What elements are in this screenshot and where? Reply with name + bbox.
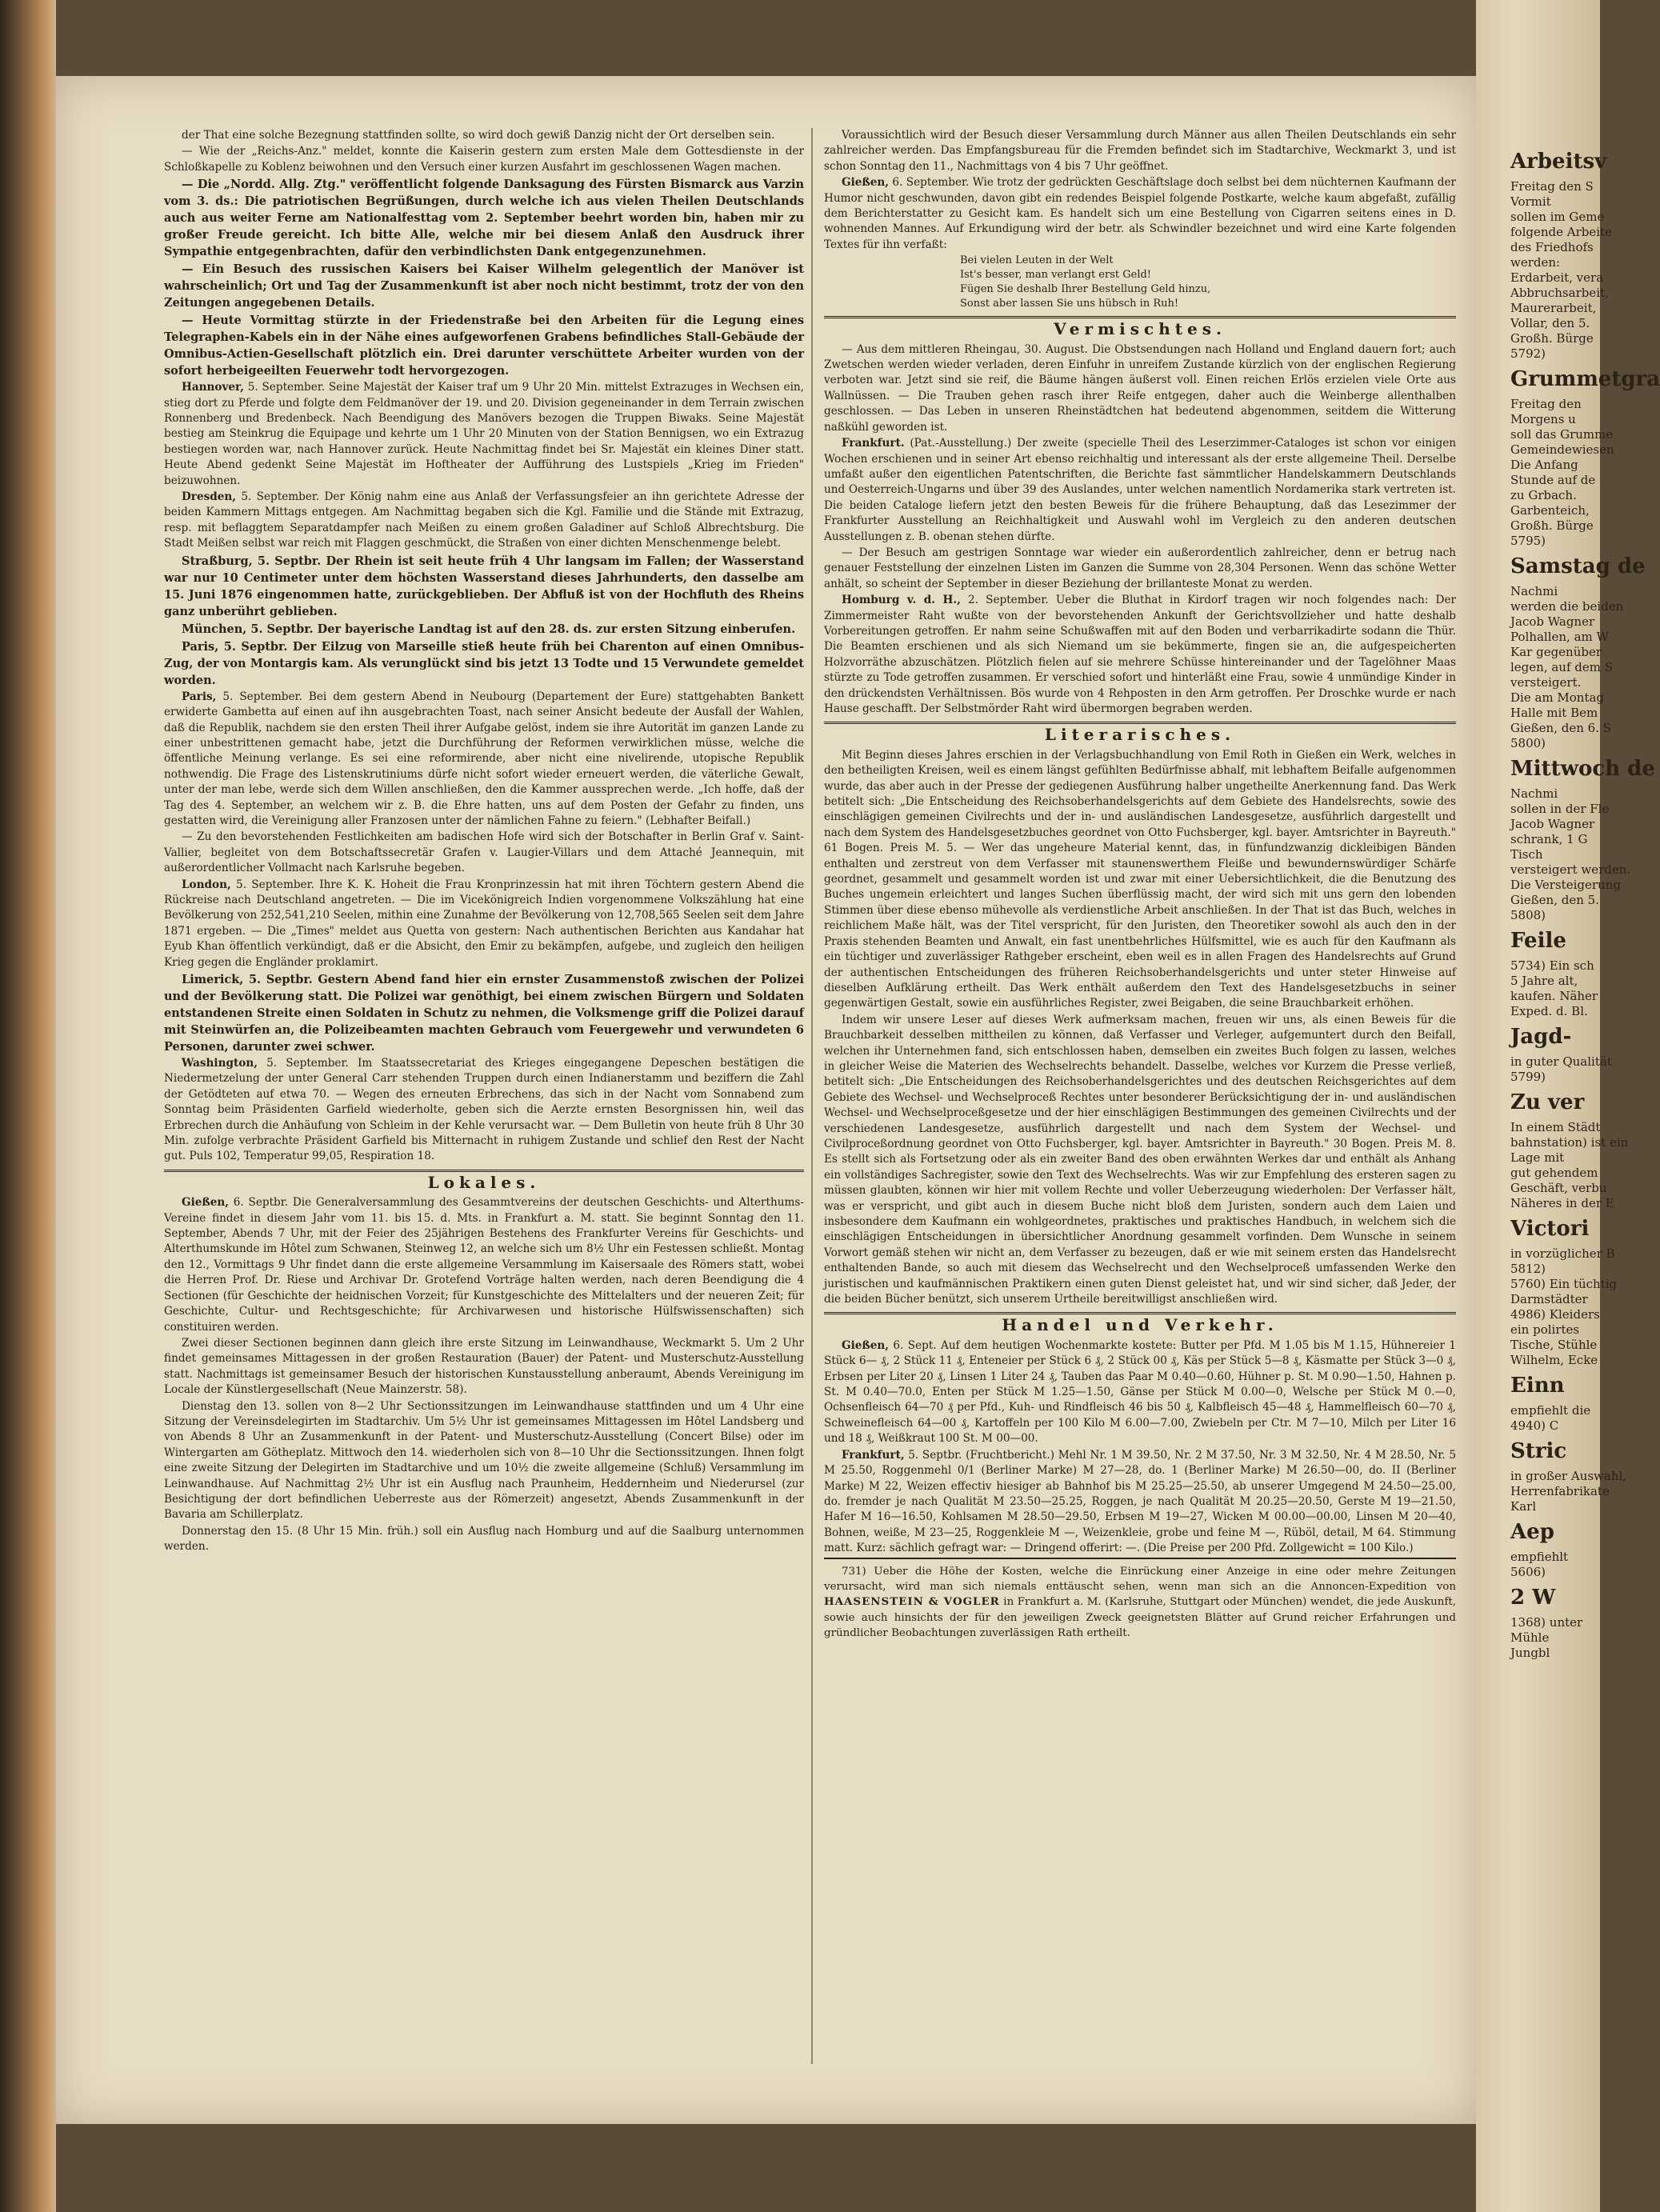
news-paragraph: Voraussichtlich wird der Besuch dieser Versammlung durch Männer aus allen Theilen Deutschlands ein sehr zahlreicher werden. Das Empfangsbureau für die Fremden befindet sich im Stadtarchive, Weckmarkt 3, und ist schon Sonntag den 11., Nachmittags von 4 bis 7 Uhr geöffnet. <box>824 129 1456 173</box>
poem-line: Fügen Sie deshalb Ihrer Bestellung Geld hinzu, <box>960 283 1211 296</box>
dateline: London, <box>182 878 231 891</box>
advertisement <box>824 1558 1456 1642</box>
dateline: Limerick, <box>182 973 244 986</box>
adjacent-ad-line: Arbeitsv <box>1510 150 1607 174</box>
adjacent-ad-line: Gemeindewiesen <box>1510 442 1614 457</box>
adjacent-ad-line: Samstag de <box>1510 554 1646 578</box>
news-paragraph: Straßburg, 5. Septbr. Der Rhein ist seit heute früh 4 Uhr langsam im Fallen; der Wasserstand war nur 10 Centimeter unter dem höchsten Wasserstand dieses Jahrhunderts, den dasselbe am 15. Juni 1876 eingenommen hatte, zurückgeblieben. Der Abfluß ist von der Hochfluth des Rheins ganz unberührt geblieben. <box>164 554 804 618</box>
adjacent-ad-line: in guter Qualität <box>1510 1054 1612 1069</box>
news-paragraph: München, 5. Septbr. Der bayerische Landtag ist auf den 28. ds. zur ersten Sitzung einberufen. <box>182 622 796 636</box>
adjacent-ad-line: Stunde auf de <box>1510 473 1596 487</box>
news-paragraph: Zwei dieser Sectionen beginnen dann gleich ihre erste Sitzung im Leinwandhause, Weckmarkt 5. Um 2 Uhr findet gemeinsames Mittagessen in der großen Restauration (Bauer) der Patent- und Musterschutz-Ausstellung statt. Nachmittags ist gemeinsamer Besuch der historischen Kunstausstellung anberaumt, Abends Vereinigung im Locale der Künstlergesellschaft (Neue Mainzerstr. 58). <box>164 1336 804 1397</box>
section-heading-literarisches: Literarisches. <box>1044 725 1236 745</box>
adjacent-ad-line: sollen in der Fle <box>1510 802 1610 816</box>
adjacent-ad-line: Exped. d. Bl. <box>1510 1004 1588 1018</box>
adjacent-ad-line: 1368) unter <box>1510 1615 1583 1630</box>
adjacent-ad-line: Freitag den <box>1510 397 1582 411</box>
news-paragraph: der That eine solche Bezegnung stattfinden sollte, so wird doch gewiß Danzig nicht der Ort derselben sein. <box>182 129 775 142</box>
adjacent-ad-line: Aep <box>1510 1520 1554 1544</box>
news-paragraph: — Zu den bevorstehenden Festlichkeiten am badischen Hofe wird sich der Botschafter in Berlin Graf v. Saint-Vallier, begleitet von dem Botschaftssecretär Grafen v. Laugier-Villars und dem Attaché Jeannequin, mit außerordentlicher Vollmacht nach Karlsruhe begeben. <box>164 830 804 875</box>
adjacent-ad-line: Einn <box>1510 1374 1565 1398</box>
news-paragraph: Homburg v. d. H., 2. September. Ueber die Bluthat in Kirdorf tragen wir noch folgendes nach: Der Zimmermeister Raht wußte von der bevorstehenden Ankunft der Gerichtsvollzieher und hatte deshalb Vorbereitungen getroffen. Er nahm seine Schußwaffen mit auf den Boden und verbarrikadirte sodann die Thür. Die Beamten erschienen und als sich Niemand um sie bekümmerte, fingen sie an, die aufgespeicherten Holzvorräthe abzuschätzen. Plötzlich fielen auf sie mehrere Schüsse hintereinander und der Tagelöhner Maas stürzte zu Tode getroffen zusammen. Er verschied sofort und hinterläßt eine Frau, sowie 4 unmündige Kinder in den drückendsten Verhältnissen. Bös wurde von 4 Rehposten in den Arm getroffen. Per Droschke wurde er nach Hause geschafft. Der Selbstmörder Raht wird übermorgen begraben werden. <box>824 594 1456 715</box>
adjacent-ad-line: versteigert werden. <box>1510 862 1631 877</box>
dateline: Hannover, <box>182 381 244 394</box>
adjacent-ad-line: Gießen, den 6. S <box>1510 721 1612 735</box>
right-column <box>824 128 1456 2064</box>
adjacent-ad-line: Die am Montag <box>1510 690 1605 705</box>
news-paragraph: — Der Besuch am gestrigen Sonntage war wieder ein außerordentlich zahlreicher, denn er betrug nach genauer Feststellung der einzelnen Listen im Ganzen die Summe von 28,304 Personen. Wenn das schöne Wetter anhält, so scheint der September in dieser Beziehung der brillanteste Monat zu werden. <box>824 546 1456 590</box>
news-paragraph: Dresden, 5. September. Der König nahm eine aus Anlaß der Verfassungsfeier an ihn gerichtete Adresse der beiden Kammern Mittags entgegen. Am Nachmittag begaben sich die Kgl. Familie und die Stände mit Extrazug, resp. mit beflaggtem Separatdampfer nach Meißen zu einem großen Galadiner auf Schloß Albrechtsburg. Die Stadt Meißen selbst war reich mit Flaggen geschmückt, die Straßen von einer dichten Menschenmenge belebt. <box>164 490 804 550</box>
news-paragraph: Limerick, 5. Septbr. Gestern Abend fand hier ein ernster Zusammenstoß zwischen der Polizei und der Bevölkerung statt. Die Polizei war genöthigt, bei einem zwischen Bürgern und Soldaten entstandenen Streite einen Soldaten in Schutz zu nehmen, die Volksmenge griff die Polizei darauf mit Steinwürfen an, die Polizeibeamten machten Gebrauch vom Feuergewehr und verwundeten 6 Personen, darunter zwei schwer. <box>164 973 804 1054</box>
section-rule <box>164 1170 804 1172</box>
poem-line: Bei vielen Leuten in der Welt <box>960 254 1114 267</box>
market-report: Gießen, 6. Sept. Auf dem heutigen Wochenmarkte kostete: Butter per Pfd. M 1.05 bis M 1.15, Hühnereier 1 Stück 6— ₰, 2 Stück 11 ₰, Enteneier per Stück 6 ₰, 2 Stück 00 ₰, Käs per Stück 5—8 ₰, Käsmatte per Stück 3—0 ₰, Erbsen per Liter 20 ₰, Linsen 1 Liter 24 ₰, Tauben das Paar M 0.40—0.60, Hühner p. St. M 0.90—1.50, Hahnen p. St. M 0.40—70.0, Enten per Stück M 1.25—1.50, Gänse per Stück M 0.00—0, Welsche per Stück M 0.—0, Ochsenfleisch 64—70 ₰ per Pfd., Kuh- und Rindfleisch 46 bis 50 ₰, Kalbfleisch 45—48 ₰, Hammelfleisch 60—70 ₰, Schweinefleisch 64—00 ₰, Kartoffeln per 100 Kilo M 6.00—7.00, Zwiebeln per Ctr. M 7—10, Milch per Liter 16 und 18 ₰, Weißkraut 100 St. M 00—00. <box>824 1338 1456 1446</box>
adjacent-ad-line: Polhallen, am W <box>1510 630 1609 644</box>
adjacent-ad-line: des Friedhofs <box>1510 240 1594 254</box>
adjacent-ad-line: Halle mit Bem <box>1510 706 1598 720</box>
poem-line: Sonst aber lassen Sie uns hübsch in Ruh! <box>960 298 1179 310</box>
adjacent-ad-line: 5 Jahre alt, <box>1510 974 1578 988</box>
section-rule <box>824 1312 1456 1314</box>
news-paragraph: Gießen, 6. Septbr. Die Generalversammlung des Gesammtvereins der deutschen Geschichts- und Alterthums-Vereine findet in diesem Jahr vom 11. bis 15. d. Mts. in Frankfurt a. M. statt. Sie beginnt Sonntag den 11. September, Abends 7 Uhr, mit der Feier des 25jährigen Bestehens des Frankfurter Vereins für Geschichts- und Alterthumskunde im Hôtel zum Schwanen, Steinweg 12, an welche sich um 8½ Uhr ein Festessen schließt. Montag den 12., Vormittags 9 Uhr findet dann die erste allgemeine Versammlung im Kaisersaale des Römers statt, wobei die Herren Prof. Dr. Riese und Archivar Dr. Grotefend Vorträge halten werden, nach deren Beendigung die 4 Sectionen (für Geschichte der heidnischen Vorzeit; für Kunstgeschichte des Mittelalters und der neueren Zeit; für Geschichte, Cultur- und Rechtsgeschichte; für Archivarwesen und historische Hülfswissenschaften) sich constituiren werden. <box>164 1196 804 1334</box>
adjacent-ad-line: 5760) Ein tüchtig <box>1510 1277 1618 1291</box>
section-heading-lokales: Lokales. <box>427 1172 541 1192</box>
adjacent-ad-line: Jacob Wagner <box>1510 614 1595 629</box>
adjacent-ad-line: empfiehlt <box>1510 1550 1569 1564</box>
adjacent-ad-line: Freitag den S <box>1510 179 1594 194</box>
adjacent-ad-line: Geschäft, verbu <box>1510 1181 1607 1195</box>
news-paragraph: London, 5. September. Ihre K. K. Hoheit die Frau Kronprinzessin hat mit ihren Töchtern gestern Abend die Rückreise nach Deutschland angetreten. — Die im Vicekönigreich Indien vorgenommene Volkszählung hat eine Bevölkerung von 252,541,210 Seelen, mithin eine Zunahme der Bevölkerung von 12,708,565 Seelen seit dem Jahre 1871 ergeben. — Die „Times" meldet aus Quetta von gestern: Nach authentischen Berichten aus Kandahar hat Eyub Khan öffentlich verkündigt, daß er die Absicht, den Emir zu bekämpfen, aufgebe, und zugleich den heiligen Krieg gegen die Engländer proklamirt. <box>164 878 804 969</box>
dateline: Straßburg, <box>182 554 253 568</box>
poem <box>824 254 1456 311</box>
market-report: Frankfurt, 5. Septbr. (Fruchtbericht.) Mehl Nr. 1 M 39.50, Nr. 2 M 37.50, Nr. 3 M 32.50, Nr. 4 M 28.50, Nr. 5 M 25.50, Roggenmehl 0/1 (Berliner Marke) M 27—28, do. 1 (Berliner Marke) M 26.50—00, do. II (Berliner Marke) M 22, Weizen effectiv hiesiger ab Bahnhof bis M 25.25—25.50, ab unserer Umgegend M 24.50—25.00, do. fremder je nach Qualität M 23.50—25.25, Roggen, je nach Qualität M 20.25—20.50, Gerste M 19—21.50, Hafer M 16—16.50, Kohlsamen M 28.50—29.50, Erbsen M 19—27, Wicken M 00.00—00.00, Linsen M 20—40, Bohnen, weiße, M 23—25, Roggenkleie M —, Weizenkleie, grobe und feine M —, Rüböl, detail, M 64. Stimmung matt. Kurz: sächlich gefragt war: — Dringend offerirt: —. (Die Preise per 200 Pfd. Zollgewicht = 100 Kilo.) <box>824 1448 1456 1555</box>
adjacent-ad-line: Großh. Bürge <box>1510 331 1594 346</box>
adjacent-ad-line: Vollar, den 5. <box>1510 316 1590 330</box>
adjacent-ad-line: sollen im Geme <box>1510 210 1605 224</box>
column-separator <box>811 128 813 2064</box>
adjacent-ad-line: Jungbl <box>1510 1646 1550 1660</box>
adjacent-ad-line: Morgens u <box>1510 412 1576 426</box>
adjacent-ad-line: Erdarbeit, vera <box>1510 270 1604 285</box>
adjacent-ad-line: Lage mit <box>1510 1150 1565 1165</box>
adjacent-ad-line: Darmstädter <box>1510 1292 1588 1306</box>
adjacent-ad-line: 5800) <box>1510 736 1546 750</box>
adjacent-ad-line: Abbruchsarbeit, <box>1510 286 1609 300</box>
adjacent-ad-line: Kar gegenüber <box>1510 645 1602 659</box>
news-paragraph: Frankfurt. (Pat.-Ausstellung.) Der zweite (specielle Theil des Leserzimmer-Cataloges ist schon vor einigen Wochen erschienen und in seiner Art ebenso reichhaltig und interessant als der erste allgemeine Theil. Derselbe umfaßt außer den eigentlichen Patentschriften, die Berichte fast sämmtlicher Handelskammern Deutschlands und Oesterreich-Ungarns und über 39 des Auslandes, unter welchen namentlich Nordamerika stark vertreten ist. Die beiden Cataloge liefern jetzt den besten Beweis für die frühere Behauptung, daß das Lesezimmer der Frankfurter Ausstellung an Reichhaltigkeit und Auswahl wohl im Vergleich zu den anderen deutschen Ausstellungen z. B. obenan stehen dürfte. <box>824 437 1456 543</box>
adjacent-ad-line: Stric <box>1510 1439 1567 1463</box>
adjacent-ad-line: Gießen, den 5. <box>1510 893 1599 907</box>
dateline: Gießen, <box>842 176 890 190</box>
adjacent-ad-line: versteigert. <box>1510 675 1582 690</box>
adjacent-ad-line: zu Grbach. <box>1510 488 1577 502</box>
adjacent-ad-line: Grummetgra <box>1510 367 1660 391</box>
news-paragraph: Mit Beginn dieses Jahres erschien in der Verlagsbuchhandlung von Emil Roth in Gießen ein Werk, welches in den betheiligten Kreisen, weil es einem längst gefühlten Bedürfnisse abhalf, mit lebhaftem Beifalle aufgenommen wurde, das aber auch in der Presse der gediegenen Ausführung halber ungetheilte Anerkennung fand. Das Werk betitelt sich: „Die Entscheidung des Reichsoberhandelsgerichts auf dem Gebiete des Handelsrechts, sowie des einschlägigen gemeinen Civilrechts und der in- und ausländischen Landesgesetze, ausführlich dargestellt und nach dem System des Handelsgesetzbuches geordnet von Otto Fuchsberger, kgl. bayer. Amtsrichter in Bayreuth." 61 Bogen. Preis M. 5. — Wer das ungeheure Material kennt, das, in fünfundzwanzig dickleibigen Bänden enthalten und zerstreut von dem Verfasser mit staunenswerthem Fleiße und bewundernswürdiger Schärfe geordnet, gesammelt und gesammelt worden ist und zwar mit einer Uebersichtlichkeit, die die Benutzung des Buches ungemein erleichtert und langes Suchen überflüssig macht, der wird sich mit uns gern den lobenden Stimmen über diese ebenso mühevolle als verdienstliche Arbeit anschließen. In der That ist das Buch, welches in reichlichem Maße hält, was der Titel verspricht, für den Juristen, den Theoretiker sowohl als auch den in der Praxis stehenden Beamten und Anwalt, ein fast unentbehrliches Hülfsmittel, wie es auch für den Kaufmann als ein tüchtiger und zuverlässiger Rathgeber erscheint, eben weil es in allen Fragen des Handelsrechts auf Grund der authentischen Entscheidungen des früheren Reichsoberhandelsgerichts und unter steter Hinweise auf dieselben Aufklärung ertheilt. Das Werk enthält außerdem den Text des Handelsgesetzbuchs in seiner gegenwärtigen Gestalt, sowie ein ausführliches Register, zwei Beigaben, die seine Brauchbarkeit erhöhen. <box>824 748 1456 1010</box>
adjacent-ad-line: Karl <box>1510 1499 1537 1514</box>
adjacent-ad-line: 5606) <box>1510 1565 1546 1579</box>
dateline: Paris, <box>182 690 217 703</box>
news-paragraph: Dienstag den 13. sollen von 8—2 Uhr Sectionssitzungen im Leinwandhause stattfinden und um 4 Uhr eine Sitzung der Vereinsdelegirten im Stadtarchiv. Um 5½ Uhr ist gemeinsames Mittagessen im Hôtel Landsberg und von Abends 8 Uhr an Zusammenkunft in der Patent- und Musterschutz-Ausstellung (Concert Bilse) oder im Wintergarten am Götheplatz. Mittwoch den 14. wiederholen sich von 8—10 Uhr die Sectionssitzungen. Ihnen folgt eine zweite Sitzung der Delegirten im Stadtarchive und um 10½ die zweite allgemeine (Schluß) Versammlung im Leinwandhause. Auf Nachmittag 2½ Uhr ist ein Ausflug nach Praunheim, Heddernheim und Niederursel (zur Besichtigung der dort befindlichen Ueberreste aus der Römerzeit) angesetzt, Abends Zusammenkunft in der Bavaria am Schillerplatz. <box>164 1399 804 1522</box>
dateline: Dresden, <box>182 490 237 504</box>
dateline: München, <box>182 622 247 636</box>
adjacent-ad-line: gut gehendem <box>1510 1166 1598 1180</box>
dateline: Washington, <box>182 1057 258 1070</box>
news-paragraph: — Ein Besuch des russischen Kaisers bei Kaiser Wilhelm gelegentlich der Manöver ist wahrscheinlich; Ort und Tag der Zusammenkunft ist aber noch nicht bestimmt, trotz der von den Zeitungen angegebenen Details. <box>164 262 804 310</box>
adjacent-ad-line: In einem Städt <box>1510 1120 1601 1134</box>
adjacent-ad-line: Näheres in der E <box>1510 1196 1614 1210</box>
adjacent-ad-line: 5808) <box>1510 908 1546 922</box>
adjacent-ad-line: 5799) <box>1510 1070 1546 1084</box>
adjacent-ad-line: Mühle <box>1510 1630 1550 1645</box>
adjacent-ad-line: 2 W <box>1510 1586 1556 1610</box>
section-heading-vermischtes: Vermischtes. <box>1054 319 1226 339</box>
adjacent-ad-line: Garbenteich, <box>1510 503 1590 518</box>
section-rule <box>824 316 1456 318</box>
dateline: Paris, <box>182 639 219 654</box>
section-rule <box>824 722 1456 724</box>
ad-text: 731) Ueber die Höhe der Kosten, welche die Einrückung einer Anzeige in eine oder mehre Zeitungen verursacht, wird man sich niemals enttäuscht sehen, wenn man sich an die Annoncen-Expedition von HAASENSTEIN & VOGLER in Frankfurt a. M. (Karlsruhe, Stuttgart oder München) wendet, die jede Auskunft, sowie auch hinsichts der für den jeweiligen Zweck geeignetsten Blätter auf Grund reicher Erfahrungen und gründlicher Beobachtungen zuverlässigen Rath ertheilt. <box>824 1565 1456 1640</box>
adjacent-ad-line: Nachmi <box>1510 786 1558 801</box>
adjacent-ad-line: Herrenfabrikate <box>1510 1484 1610 1498</box>
news-paragraph: — Die „Nordd. Allg. Ztg." veröffentlicht folgende Danksagung des Fürsten Bismarck aus Varzin vom 3. ds.: Die patriotischen Begrüßungen, durch welche ich aus vielen Theilen Deutschlands auch aus weiter Ferne am Nationalfesttag vom 2. September beehrt worden bin, haben mir zu großer Freude gereicht. Ich bitte Alle, welche mir bei diesem Anlaß den Ausdruck ihrer Sympathie entgegenbrachten, dafür den verbindlichsten Dank entgegenzunehmen. <box>164 178 804 259</box>
adjacent-ad-line: 5812) <box>1510 1262 1546 1276</box>
adjacent-ad-line: in vorzüglicher B <box>1510 1246 1615 1261</box>
dateline: Frankfurt. <box>842 437 905 450</box>
adjacent-ad-line: 5795) <box>1510 534 1546 548</box>
adjacent-ad-line: Jagd- <box>1510 1025 1572 1049</box>
dateline: Gießen, <box>182 1196 230 1210</box>
adjacent-ad-line: Mittwoch de <box>1510 757 1655 781</box>
adjacent-ad-line: Wilhelm, Ecke <box>1510 1353 1598 1367</box>
adjacent-ad-line: soll das Grumme <box>1510 427 1614 442</box>
adjacent-ad-line: empfiehlt die <box>1510 1403 1591 1418</box>
news-paragraph: — Wie der „Reichs-Anz." meldet, konnte die Kaiserin gestern zum ersten Male dem Gottesdienste in der Schloßkapelle zu Koblenz beiwohnen und den Versuch einer kurzen Ausfahrt im geschlossenen Wagen machen. <box>164 145 804 174</box>
adjacent-ad-line: werden die beiden <box>1510 599 1624 614</box>
news-paragraph: Paris, 5. September. Bei dem gestern Abend in Neubourg (Departement der Eure) stattgehabten Bankett erwiderte Gambetta auf einen auf ihn ausgebrachten Toast, nach seiner Ansicht bedeute der Ausfall der Wahlen, daß die Republik, nachdem sie den ersten Theil ihrer Aufgabe gelöst, indem sie ihre Autorität im ganzen Lande zu einer unbestrittenen gemacht habe, jetzt die Durchführung der Reformen verwirklichen müsse, welche die öffentliche Meinung verlange. Es sei eine reformirende, aber nicht eine nivelirende, utopische Republik nothwendig. Die Frage des Listenskrutiniums dürfe nicht sofort wieder erneuert werden, die väterliche Gewalt, unter der man lebe, werde sich dem Willen anschließen, den die Kammer aussprechen werde. „Ich hoffe, daß der Tag des 4. September, an welchem wir z. B. die Ehre hatten, uns auf dem Posten der Gefahr zu finden, uns gestatten wird, die Vereinigung aller Franzosen unter der nämlichen Fahne zu feiern." (Lebhafter Beifall.) <box>164 690 804 827</box>
adjacent-ad-line: Tische, Stühle <box>1510 1338 1598 1352</box>
adjacent-ad-line: Nachmi <box>1510 584 1558 598</box>
dateline: Frankfurt, <box>842 1448 905 1462</box>
book-binding <box>0 0 56 2212</box>
adjacent-ad-line: Maurerarbeit, <box>1510 301 1597 315</box>
adjacent-ad-line: folgende Arbeite <box>1510 225 1612 239</box>
left-column <box>164 128 804 2064</box>
adjacent-ad-line: bahnstation) ist ein <box>1510 1135 1629 1150</box>
adjacent-ad-line: 5792) <box>1510 346 1546 361</box>
adjacent-ad-line: legen, auf dem S <box>1510 660 1614 674</box>
adjacent-ad-line: Victori <box>1510 1217 1590 1241</box>
adjacent-ad-line: werden: <box>1510 255 1561 270</box>
adjacent-ad-line: Zu ver <box>1510 1090 1585 1114</box>
adjacent-ad-line: Vormit <box>1510 194 1551 209</box>
news-paragraph: — Aus dem mittleren Rheingau, 30. August. Die Obstsendungen nach Holland und England dauern fort; auch Zwetschen werden wieder verladen, deren Einfuhr in unreifem Zustande kürzlich von der englischen Regierung verboten war. Jetzt sind sie reif, die Bäume hängen äußerst voll. Einen reichen Erlös erzielen viele Orte aus Wallnüssen. — Die Trauben gehen rasch ihrer Reife entgegen, daher auch die Weinberge allenthalben geschlossen. — Das Leben in unseren Rheinstädtchen hat bedeutend abgenommen, seitdem die Witterung naßkühl geworden ist. <box>824 342 1456 434</box>
adjacent-ad-line: ein polirtes <box>1510 1322 1580 1337</box>
adjacent-ad-line: Die Versteigerung <box>1510 878 1621 892</box>
news-paragraph: Hannover, 5. September. Seine Majestät der Kaiser traf um 9 Uhr 20 Min. mittelst Extrazuges in Wechsen ein, stieg dort zu Pferde und folgte dem Feldmanöver der 19. und 20. Division gegeneinander in dem Terrain zwischen Ronnenberg und Bredenbeck. Nach Beendigung des Manövers bezogen die Truppen Biwaks. Seine Majestät bestieg am Steinkrug die Equipage und kehrte um 1 Uhr 20 Minuten von der Station Bennigsen, wo ein Extrazug bestiegen worden war, nach Hannover zurück. Heute Nachmittag findet bei Sr. Majestät ein kleines Diner statt. Heute Abend gedenkt Seine Majestät im Hoftheater der Aufführung des Lustspiels „Krieg im Frieden" beizuwohnen. <box>164 381 804 487</box>
news-paragraph: Paris, 5. Septbr. Der Eilzug von Marseille stieß heute früh bei Charenton auf einen Omnibus-Zug, der von Montargis kam. Als verunglückt sind bis jetzt 13 Todte und 15 Verwundete gemeldet worden. <box>164 639 804 687</box>
poem-line: Ist's besser, man verlangt erst Geld! <box>960 269 1152 282</box>
adjacent-ad-line: Großh. Bürge <box>1510 518 1594 533</box>
adjacent-ad-line: Die Anfang <box>1510 458 1578 472</box>
news-paragraph: — Heute Vormittag stürzte in der Friedenstraße bei den Arbeiten für die Legung eines Telegraphen-Kabels ein in der Nähe eines aufgeworfenen Grabens befindliches Stall-Gebäude der Omnibus-Actien-Gesellschaft plötzlich ein. Drei darunter verschüttete Arbeiter wurden von der sofort herbeigeeilten Feuerwehr todt hervorgezogen. <box>164 314 804 378</box>
news-paragraph: Indem wir unsere Leser auf dieses Werk aufmerksam machen, freuen wir uns, als einen Beweis für die Brauchbarkeit desselben mittheilen zu können, daß Verfasser und Verleger, aufgemuntert durch den Beifall, welchen ihr Unternehmen fand, sich entschlossen haben, demselben ein zweites Buch folgen zu lassen, welches in gleicher Weise die Materien des Wechselrechts behandelt. Dasselbe, welches vor Kurzem die Presse verließ, betitelt sich: „Die Entscheidungen des Reichsoberhandelsgerichtes und des deutschen Reichsgerichtes auf dem Gebiete des Wechsel- und Wechselproceß Rechtes unter besonderer Berücksichtigung der in- und ausländischen Wechsel- und Wechselproceßgesetze und der hier einschlägigen Bestimmungen des gemeinen Civilrechts und der verschiedenen Landesgesetze, ausführlich dargestellt und nach dem System der Wechsel- und Civilproceßordnung geordnet von Otto Fuchsberger, kgl. bayer. Amtsrichter in Bayreuth." 30 Bogen. Preis M. 8. Es stellt sich als Fortsetzung oder als ein zweiter Band des oben erwähnten Werkes dar und enthält als Anhang ein vollständiges Sachregister, sowie den Text des Wechselrechts. Was wir zur Empfehlung des ersteren sagen zu müssen glaubten, können wir hier mit vollem Rechte und voller Ueberzeugung wiederholen: Der Verfasser hält, was er verspricht, und gibt auch in diesem Buche nicht bloß dem Juristen, sondern auch dem Laien und insbesondere dem Kaufmann ein wohlgeordnetes, praktisches und praktisches Handbuch, in welchem sich die einschlägigen Entscheidungen in übersichtlicher Anordnung gesammelt vorfinden. Dem Wunsche in seinem Vorwort gemäß stehen wir nicht an, dem Verfasser zu bezeugen, daß er wie mit seinem ersten das Handelsrecht enthaltenden Bande, so auch mit diesem das Wechselrecht und den Wechselproceß umfassenden Werke den juristischen und kaufmännischen Praktikern einen guten Dienst geleistet hat, und wir sind sicher, daß Jeder, der die beiden Bücher benützt, sich unserem Urtheile bereitwilligst anschließen wird. <box>824 1013 1456 1306</box>
dateline: Gießen, <box>842 1338 890 1352</box>
adjacent-ad-line: kaufen. Näher <box>1510 989 1598 1003</box>
news-paragraph: Gießen, 6. September. Wie trotz der gedrückten Geschäftslage doch selbst bei dem nüchternen Kaufmann der Humor nicht geschwunden, davon gibt ein redendes Beispiel folgende Postkarte, welche kaum abgefaßt, zufällig dem Berichterstatter zu Gesicht kam. Es handelt sich um eine Bestellung von Cigarren seitens eines in D. wohnenden Mannes. Auf Erkundigung wird der betr. als Schwindler bezeichnet und wird eine Karte folgenden Textes für ihn verfaßt: <box>824 176 1456 251</box>
adjacent-ad-line: Tisch <box>1510 847 1543 862</box>
news-paragraph: Donnerstag den 15. (8 Uhr 15 Min. früh.) soll ein Ausflug nach Homburg und auf die Saalburg unternommen werden. <box>164 1524 804 1554</box>
adjacent-ad-line: Jacob Wagner <box>1510 817 1595 831</box>
adjacent-ad-line: 4940) C <box>1510 1418 1559 1433</box>
adjacent-page-ads <box>1510 144 1660 2048</box>
dateline: Homburg v. d. H., <box>842 594 961 607</box>
adjacent-ad-line: 5734) Ein sch <box>1510 958 1594 973</box>
adjacent-ad-line: Feile <box>1510 929 1566 953</box>
section-heading-handel: Handel und Verkehr. <box>1002 1315 1278 1335</box>
ad-firm-name: HAASENSTEIN & VOGLER <box>824 1595 1000 1609</box>
adjacent-ad-line: 4986) Kleiders <box>1510 1307 1600 1322</box>
news-paragraph: Washington, 5. September. Im Staatssecretariat des Krieges eingegangene Depeschen bestätigen die Niedermetzelung der unter General Carr stehenden Truppen durch einen Indianerstamm und beziffern die Zahl der Getödteten auf etwa 70. — Wegen des erneuten Erbrechens, das sich in der Nacht vom Sonnabend zum Sonntag beim Präsidenten Garfield wiederholte, geben sich die Aerzte ernsten Besorgnissen hin, weil das Erbrechen durch die Anhäufung von Schleim in der Kehle verursacht war. — Dem Bulletin von heute früh 8 Uhr 30 Min. zufolge verbrachte Präsident Garfield bis Mitternacht in ruhigem Zustande und schlief den Rest der Nacht gut. Puls 102, Temperatur 99,05, Respiration 18. <box>164 1057 804 1163</box>
adjacent-ad-line: schrank, 1 G <box>1510 832 1588 846</box>
adjacent-ad-line: in großer Auswahl, <box>1510 1469 1627 1483</box>
